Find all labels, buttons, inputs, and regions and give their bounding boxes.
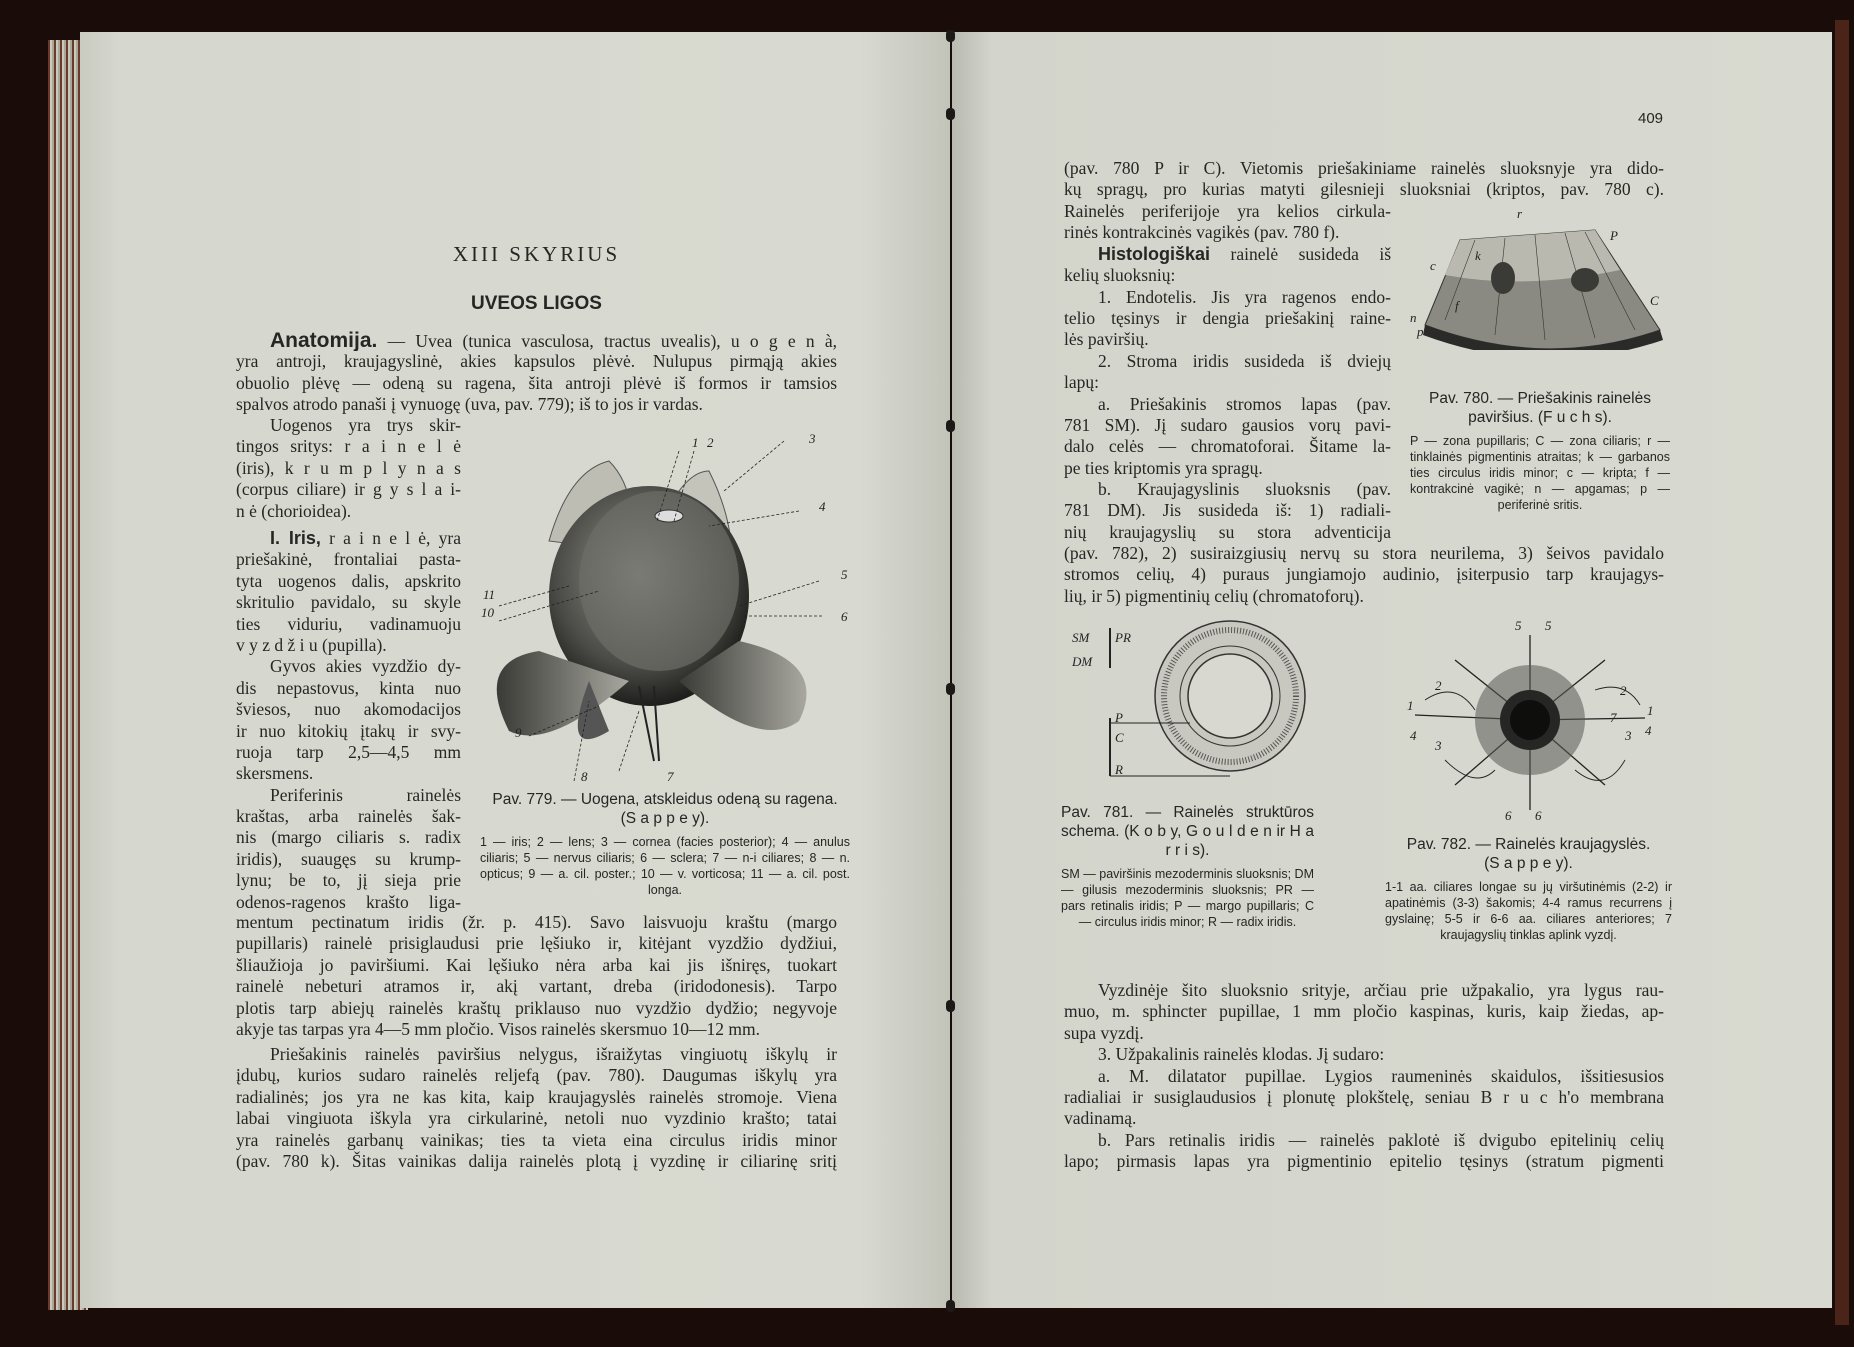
- text-line: [1064, 1087, 1664, 1108]
- line-text: lynu; be to, jį sieja prie: [236, 870, 461, 891]
- text-line: [1064, 479, 1391, 500]
- line-text: ruoja tarp 2,5—4,5 mm: [236, 741, 461, 762]
- text-line: [1064, 586, 1664, 607]
- text-line: [1064, 543, 1664, 564]
- fig782-legend: 1-1 aa. ciliares longae su jų viršutinėmis (2-2) ir apatinėmis (3-3) šakomis; 4-4 ramus recurrens į gyslainę; 5-5 ir 6-6 aa. ciliares anteriores; 7 kraujagyslių tinklas aplink vyzdį.: [1385, 880, 1672, 942]
- figure-782-iris-blood-vessels: [1395, 620, 1665, 825]
- line-text: ir nuo kitokių įtakų ir svy-: [236, 720, 461, 741]
- line-text: stromos celių, 4) puraus jungiamojo audinio, įsiterpusio tarp kraujagys-: [1064, 564, 1664, 585]
- fig781-title: Pav. 781. — Rainelės struktūros schema. (K o b y, G o u l d e n ir H a r r i s).: [1061, 804, 1314, 859]
- paragraph-lead: I. Iris,: [270, 528, 321, 548]
- figure-782-caption: [1385, 835, 1672, 943]
- fig780-label: C: [1650, 293, 1659, 308]
- fig779-label: 9: [515, 725, 522, 740]
- text-line: [236, 678, 461, 699]
- text-line: [236, 479, 461, 500]
- fig779-label: 10: [481, 605, 494, 620]
- fig779-title: Pav. 779. — Uogena, atskleidus odeną su ragena.: [492, 791, 838, 808]
- text-line: [1064, 158, 1664, 179]
- text-line: [236, 436, 461, 457]
- text-line: [236, 394, 837, 415]
- line-text: nis (margo ciliaris s. radix: [236, 827, 461, 848]
- line-text: (corpus ciliare) ir g y s l a i-: [236, 479, 461, 500]
- text-line: [236, 1108, 837, 1129]
- line-text: Gyvos akies vyzdžio dy-: [270, 656, 461, 677]
- text-line: [236, 849, 461, 870]
- line-text: b. Pars retinalis iridis — rainelės paklotė iš dvigubo epitelinių celių: [1098, 1129, 1664, 1150]
- line-text: dalo celės — chromatoforai. Šitame la-: [1064, 436, 1391, 457]
- paragraph-iris: [236, 528, 461, 913]
- fig782-label: 5: [1515, 620, 1522, 633]
- section-title: UVEOS LIGOS: [471, 293, 602, 314]
- text-line: [1064, 394, 1391, 415]
- paragraph-vietomis: [1064, 158, 1664, 201]
- text-line: [1064, 1001, 1664, 1022]
- line-text: Vyzdinėje šito sluoksnio srityje, arčiau prie užpakalio, yra lygus rau-: [1098, 980, 1664, 1000]
- paragraph-vyzdineje: [1064, 980, 1664, 1173]
- line-text: lapo; pirmasis lapas yra pigmentinio epitelio tęsinys (stratum pigmenti: [1064, 1151, 1664, 1172]
- text-line: [236, 1130, 837, 1151]
- text-line: [1064, 329, 1391, 350]
- line-text: akyje tas tarpas yra 4—5 mm pločio. Visos rainelės skersmuo 10—12 mm.: [236, 1018, 761, 1039]
- paragraph-priesakinis: [236, 1044, 837, 1172]
- line-text: tingos sritys: r a i n e l ė: [236, 436, 461, 457]
- line-text: kų spragų, pro kurias matyti gilesnieji sluoksniai (kriptos, pav. 780 c).: [1064, 179, 1664, 200]
- page-number: 409: [1638, 110, 1664, 127]
- fig779-label: 4: [819, 499, 826, 514]
- line-text: radialiai ir susiglaudusios į plonutę plokštelę, seniau B r u c h'o membrana: [1064, 1086, 1664, 1107]
- paragraph-histologiskai: [1064, 201, 1391, 543]
- line-text: rinės kontrakcinės vagikės (pav. 780 f).: [1064, 222, 1340, 243]
- line-text: muo, m. sphincter pupillae, 1 mm pločio kaspinas, kuris, kaip žiedas, ap-: [1064, 1001, 1664, 1022]
- line-text: v y z d ž i u (pupilla).: [236, 634, 387, 655]
- fig779-label: 1: [692, 435, 699, 450]
- text-line: [236, 806, 461, 827]
- line-text: šviesos, nuo akomodacijos: [236, 699, 461, 720]
- text-line: [236, 656, 461, 677]
- text-line: [1064, 415, 1391, 436]
- fig779-label: 7: [667, 769, 674, 784]
- fig779-author: (S a p p e y).: [620, 810, 710, 827]
- text-line: [236, 721, 461, 742]
- figure-780-iris-surface: [1405, 200, 1675, 350]
- line-text: (iris), k r u m p l y n a s: [236, 457, 461, 478]
- line-text: Priešakinis rainelės paviršius nelygus, išraižytas vingiuotų iškylų ir: [270, 1044, 837, 1064]
- fig782-label: 3: [1625, 728, 1632, 743]
- figure-781-iris-structure-schema: [1070, 618, 1320, 793]
- text-line: [1064, 179, 1664, 200]
- fig780-label: c: [1430, 258, 1436, 273]
- text-line: [236, 1087, 837, 1108]
- line-text: odenos-ragenos krašto liga-: [236, 891, 461, 912]
- text-line: [236, 933, 837, 954]
- fig782-label: 4: [1410, 728, 1417, 743]
- text-line: [236, 912, 837, 933]
- fig781-label: PR: [1115, 630, 1131, 645]
- text-line: [1064, 265, 1391, 286]
- paragraph-lead: Anatomija.: [270, 330, 378, 352]
- text-line: [1064, 372, 1391, 393]
- line-text: plotis tarp abiejų rainelės kraštų priklauso nuo vyzdžio dydžio; negyvoje: [236, 997, 837, 1018]
- text-line: [1064, 1023, 1664, 1044]
- line-text: dis nepastovus, kinta nuo: [236, 677, 461, 698]
- line-text: pe ties kriptomis yra spragų.: [1064, 457, 1263, 478]
- line-text: Uogenos yra trys skir-: [270, 415, 461, 435]
- text-line: [236, 635, 461, 656]
- line-text: n ė (chorioidea).: [236, 500, 352, 521]
- chapter-title: XIII SKYRIUS: [452, 242, 621, 266]
- text-line: [1064, 308, 1391, 329]
- text-line: [236, 351, 837, 372]
- text-line: [1064, 500, 1391, 521]
- fig780-label: n: [1410, 310, 1417, 325]
- figure-779-eye-uvea: [479, 431, 849, 791]
- line-text: tyta uogenos dalis, apskrito: [236, 570, 461, 591]
- text-line: [236, 870, 461, 891]
- line-text: supa vyzdį.: [1064, 1022, 1144, 1043]
- binding-stitch: [946, 1300, 955, 1312]
- fig781-label: DM: [1072, 654, 1093, 669]
- text-line: [236, 827, 461, 848]
- line-text: įdubų, kurios sudaro rainelės reljefą (pav. 780). Daugumas iškylų yra: [236, 1065, 837, 1086]
- fig779-label: 3: [809, 431, 816, 446]
- fig781-label: C: [1115, 730, 1124, 745]
- line-text: (pav. 782), 2) susiraizgiusių nervų su stora neurilema, 3) šeivos pavidalo: [1064, 543, 1664, 563]
- fig782-label: 7: [1610, 710, 1617, 725]
- line-text: 781 DM). Jis susideda iš: 1) radiali-: [1064, 500, 1391, 521]
- line-text: yra antroji, kraujagyslinė, akies kapsulos plėvė. Nulupus pirmąją akies: [236, 351, 837, 372]
- fig782-label: 2: [1620, 683, 1627, 698]
- text-line: [1064, 564, 1664, 585]
- line-text: yra rainelės garbanų vainikas; ties ta vieta eina circulus iridis minor: [236, 1129, 837, 1150]
- line-text: labai vingiuota iškyla yra cirkularinė, netoli nuo vyzdinio krašto; tatai: [236, 1108, 837, 1129]
- text-line: [236, 1065, 837, 1086]
- text-line: [1064, 1151, 1664, 1172]
- line-text: lapų:: [1064, 372, 1099, 393]
- line-text: 781 SM). Jį sudaro gausios vorų pavi-: [1064, 414, 1391, 435]
- line-text: pupillaris) rainelė prisiglaudusi prie lęšiuko ir, kitėjant vyzdžio dydžiui,: [236, 933, 837, 954]
- fig780-legend: P — zona pupillaris; C — zona ciliaris; r — tinklainės pigmentinis atraitas; k — garbanos ties circulus iridis minor; c — kripta; f — kontrakcinė vagikė; n — apgamas; p — periferinė sritis.: [1410, 434, 1670, 512]
- fig782-label: 3: [1435, 738, 1442, 753]
- binding-stitch: [946, 1000, 955, 1012]
- book-cover-edge: [1835, 20, 1849, 1325]
- text-line: [236, 1044, 837, 1065]
- line-text: (pav. 780 P ir C). Vietomis priešakiniame rainelės sluoksnyje yra dido-: [1064, 158, 1664, 178]
- fig780-label: r: [1517, 206, 1523, 221]
- line-text: lės paviršių.: [1064, 329, 1149, 350]
- line-text: 1. Endotelis. Jis yra ragenos endo-: [1098, 286, 1391, 307]
- fig779-label: 8: [581, 769, 588, 784]
- text-line: [236, 763, 461, 784]
- line-text: radialinės; jos yra ne kas kita, kaip kraujagyslės rainelės stromoje. Viena: [236, 1086, 837, 1107]
- text-line: [1064, 980, 1664, 1001]
- line-text: lių, ir 5) pigmentinių celių (chromatoforų).: [1064, 585, 1364, 606]
- figure-779-caption: [480, 790, 850, 898]
- text-line: [1064, 522, 1391, 543]
- binding-stitch: [946, 420, 955, 432]
- text-line: [236, 614, 461, 635]
- line-text: a. Priešakinis stromos lapas (pav.: [1098, 393, 1391, 414]
- line-text: kelių sluoksnių:: [1064, 265, 1176, 286]
- text-line: [236, 549, 461, 570]
- text-line: [236, 330, 837, 351]
- fig780-label: f: [1455, 298, 1459, 313]
- fig782-label: 6: [1505, 808, 1512, 823]
- line-text: (pav. 780 k). Šitas vainikas dalija rainelės plotą į vyzdinę ir ciliarinę sritį: [236, 1150, 837, 1171]
- fig781-label: SM: [1072, 630, 1090, 645]
- line-text: skritulio pavidalo, su skyle: [236, 592, 461, 613]
- line-text: a. M. dilatator pupillae. Lygios raumeninės skaidulos, išsitiesusios: [1098, 1065, 1664, 1086]
- text-line: [1064, 436, 1391, 457]
- fig782-label: 1: [1647, 703, 1654, 718]
- text-line: [1064, 1108, 1664, 1129]
- paragraph-margo: [236, 912, 837, 1040]
- fig779-label: 5: [841, 567, 848, 582]
- figure-781-caption: [1061, 803, 1314, 930]
- fig780-label: p: [1417, 324, 1424, 339]
- line-text: 2. Stroma iridis susideda iš dviejų: [1098, 350, 1391, 371]
- text-line: [236, 501, 461, 522]
- fig782-label: 6: [1535, 808, 1542, 823]
- text-line: [236, 785, 461, 806]
- fig782-author: (S a p p e y).: [1484, 855, 1573, 872]
- line-text: 3. Užpakalinis rainelės klodas. Jį sudaro:: [1098, 1044, 1385, 1065]
- line-text: vadinamą.: [1064, 1108, 1137, 1129]
- text-line: [236, 373, 837, 394]
- fig779-label: 6: [841, 609, 848, 624]
- text-line: [236, 1151, 837, 1172]
- text-line: [236, 699, 461, 720]
- fig780-label: k: [1475, 248, 1481, 263]
- line-text: rainelė susideda iš: [1230, 243, 1391, 264]
- fig782-label: 2: [1435, 678, 1442, 693]
- text-line: [1064, 201, 1391, 222]
- line-text: obuolio plėvę — odeną su ragena, šita antroji plėvė iš formos ir tamsios: [236, 372, 837, 393]
- line-text: Periferinis rainelės: [270, 784, 461, 805]
- text-line: [236, 458, 461, 479]
- paragraph-uogenos: [236, 415, 461, 522]
- line-text: b. Kraujagyslinis sluoksnis (pav.: [1098, 479, 1391, 500]
- text-line: [236, 1019, 837, 1040]
- text-line: [1064, 1066, 1664, 1087]
- line-text: iridis), suaugęs su krump-: [236, 848, 461, 869]
- fig780-title: Pav. 780. — Priešakinis rainelės paviršius. (F u c h s).: [1429, 390, 1651, 426]
- paragraph-stroma-cont: [1064, 543, 1664, 607]
- fig782-title: Pav. 782. — Rainelės kraujagyslės.: [1406, 836, 1651, 853]
- binding-stitch: [946, 683, 955, 695]
- fig780-label: P: [1610, 228, 1618, 243]
- text-line: [1064, 287, 1391, 308]
- text-line: [236, 571, 461, 592]
- fig781-label: R: [1115, 762, 1123, 777]
- fig779-legend: 1 — iris; 2 — lens; 3 — cornea (facies posterior); 4 — anulus ciliaris; 5 — nervus ciliaris; 6 — sclera; 7 — n-i ciliares; 8 — n. opticus; 9 — a. cil. poster.; 10 — v. vorticosa; 11 — a. cil. post. longa.: [480, 835, 850, 897]
- text-line: [1064, 351, 1391, 372]
- text-line: [236, 528, 461, 549]
- text-line: [236, 998, 837, 1019]
- text-line: [236, 892, 461, 913]
- text-line: [1064, 458, 1391, 479]
- line-text: — Uvea (tunica vasculosa, tractus uvealis), u o g e n à,: [387, 331, 837, 351]
- line-text: r a i n e l ė, yra: [329, 528, 461, 548]
- paragraph-anatomija: [236, 330, 837, 416]
- line-text: ties viduriu, vadinamuoju: [236, 613, 461, 634]
- line-text: šliaužioja jo paviršiumi. Kai lęšiuko nėra arba kai jis išniręs, tuokart: [236, 954, 837, 975]
- fig779-label: 11: [483, 587, 496, 602]
- line-text: kraštas, arba rainelės šak-: [236, 806, 461, 827]
- fig781-label: P: [1115, 710, 1123, 725]
- text-line: [1064, 1130, 1664, 1151]
- text-line: [236, 592, 461, 613]
- text-line: [236, 976, 837, 997]
- line-text: spalvos atrodo panaši į vynuogę (uva, pav. 779); iš to jos ir vardas.: [236, 394, 703, 415]
- text-line: [236, 742, 461, 763]
- line-text: mentum pectinatum iridis (žr. p. 415). Savo laisvuoju kraštu (margo: [236, 912, 837, 932]
- text-line: [1064, 1044, 1664, 1065]
- text-line: [1064, 244, 1391, 265]
- binding-stitch: [946, 108, 955, 120]
- line-text: skersmens.: [236, 763, 314, 784]
- line-text: priešakinė, frontaliai pasta-: [236, 549, 461, 570]
- line-text: telio tęsinys ir dengia priešakinį raine-: [1064, 307, 1391, 328]
- fig782-label: 5: [1545, 620, 1552, 633]
- line-text: nių kraujagyslių su stora adventicija: [1064, 521, 1391, 542]
- line-text: Rainelės periferijoje yra kelios cirkula-: [1064, 201, 1391, 221]
- fig781-legend: SM — paviršinis mezoderminis sluoksnis; DM — gilusis mezoderminis sluoksnis; PR — pars retinalis iridis; P — margo pupillaris; C — circulus iridis minor; R — radix iridis.: [1061, 867, 1314, 929]
- figure-780-caption: [1410, 389, 1670, 513]
- text-line: [236, 415, 461, 436]
- binding-stitch: [946, 30, 955, 42]
- fig782-label: 1: [1407, 698, 1414, 713]
- line-text: rainelė nebeturi atramos ir, akį vartant, dreba (iridodonesis). Tarpo: [236, 976, 837, 997]
- paragraph-lead: Histologiškai: [1098, 243, 1211, 264]
- fig779-label: 2: [707, 435, 714, 450]
- text-line: [1064, 222, 1391, 243]
- fig782-label: 4: [1645, 723, 1652, 738]
- text-line: [236, 955, 837, 976]
